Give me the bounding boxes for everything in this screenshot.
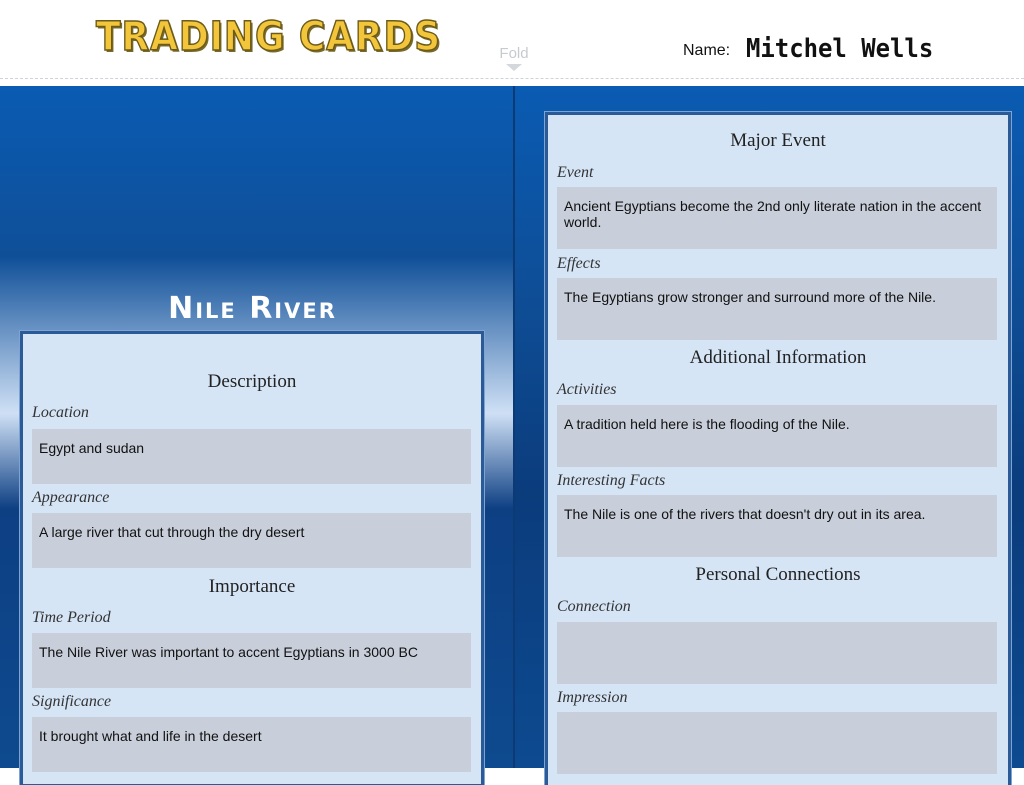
fold-arrow-icon [506,64,522,71]
event-field[interactable]: Ancient Egyptians become the 2nd only literate nation in the accent world. [557,187,997,249]
importance-heading: Importance [208,576,296,597]
impression-field[interactable] [557,712,997,774]
location-field[interactable]: Egypt and sudan [32,429,471,484]
header-bar [0,0,1024,79]
connection-field[interactable] [557,622,997,684]
description-heading: Description [207,371,297,392]
impression-label: Impression [557,689,628,706]
time-period-label: Time Period [32,609,111,626]
effects-label: Effects [557,255,601,272]
significance-field[interactable]: It brought what and life in the desert [32,717,471,772]
interesting-facts-field[interactable]: The Nile is one of the rivers that doesn't dry out in its area. [557,495,997,557]
appearance-label: Appearance [32,489,110,506]
appearance-field[interactable]: A large river that cut through the dry desert [32,513,471,568]
card-title[interactable]: Nile River [168,291,337,326]
front-info-sheet [23,334,481,784]
time-period-field[interactable]: The Nile River was important to accent Egyptians in 3000 BC [32,633,471,688]
interesting-facts-label: Interesting Facts [557,472,666,489]
name-field[interactable]: Mitchel Wells [746,34,934,64]
activities-label: Activities [557,381,617,398]
effects-field[interactable]: The Egyptians grow stronger and surround more of the Nile. [557,278,997,340]
connection-label: Connection [557,598,631,615]
additional-info-heading: Additional Information [689,347,867,368]
location-label: Location [32,404,89,421]
personal-connections-heading: Personal Connections [695,564,861,585]
trading-cards-logo: TRADING CARDS [96,14,442,60]
name-label: Name: [683,42,731,59]
fold-label: Fold [499,45,529,62]
event-label: Event [557,164,594,181]
activities-field[interactable]: A tradition held here is the flooding of the Nile. [557,405,997,467]
back-info-sheet [548,115,1008,785]
major-event-heading: Major Event [730,130,826,151]
significance-label: Significance [32,693,112,710]
